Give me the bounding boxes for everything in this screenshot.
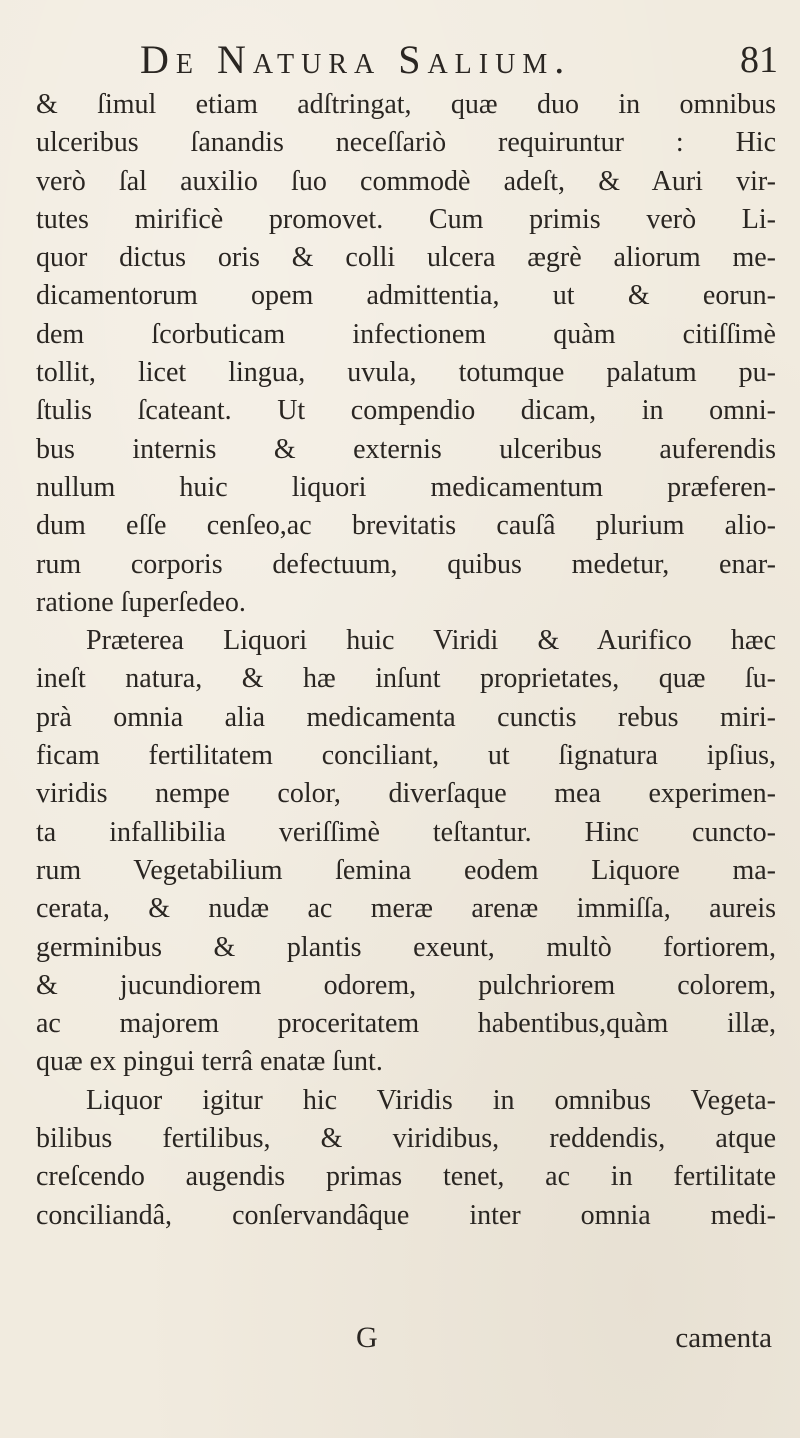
text-line: ac majorem proceritatem habentibus,quàm illæ, <box>36 1008 776 1040</box>
text-line: cerata, & nudæ ac meræ arenæ immiſſa, aureis <box>36 893 776 925</box>
text-line: quæ ex pingui terrâ enatæ ſunt. <box>36 1046 383 1078</box>
text-line: conciliandâ, conſervandâque inter omnia medi- <box>36 1199 776 1231</box>
signature-mark: G <box>356 1321 378 1354</box>
text-line: viridis nempe color, diverſaque mea experimen- <box>36 778 776 810</box>
text-line: ulceribus ſanandis neceſſariò requiruntur : Hic <box>36 127 776 159</box>
text-line: ta infallibilia veriſſimè teſtantur. Hinc cuncto- <box>36 816 776 848</box>
text-line: verò ſal auxilio ſuo commodè adeſt, & Auri vir- <box>36 165 776 197</box>
text-line: bus internis & externis ulceribus auferendis <box>36 433 776 465</box>
text-line: ratione ſuperſedeo. <box>36 586 246 618</box>
text-line: creſcendo augendis primas tenet, ac in fertilitate <box>36 1161 776 1193</box>
text-line: germinibus & plantis exeunt, multò fortiorem, <box>36 931 776 963</box>
text-line: Præterea Liquori huic Viridi & Aurifico hæc <box>86 625 776 657</box>
text-line: bilibus fertilibus, & viridibus, reddendis, atque <box>36 1123 776 1155</box>
text-line: & jucundiorem odorem, pulchriorem colorem, <box>36 969 776 1001</box>
page-header <box>140 38 780 82</box>
text-line: dicamentorum opem admittentia, ut & eorun- <box>36 280 776 312</box>
text-line: & ſimul etiam adſtringat, quæ duo in omnibus <box>36 89 776 120</box>
text-line: ficam fertilitatem conciliant, ut ſignatura ipſius, <box>36 740 776 772</box>
text-line: ſtulis ſcateant. Ut compendio dicam, in omni- <box>36 395 776 427</box>
text-line: nullum huic liquori medicamentum præferen- <box>36 471 776 503</box>
text-line: dem ſcorbuticam infectionem quàm citiſſimè <box>36 318 776 350</box>
body-text <box>36 86 776 1235</box>
page-number: 81 <box>740 39 778 81</box>
text-line: tutes mirificè promovet. Cum primis verò Li- <box>36 203 776 235</box>
text-line: dum eſſe cenſeo,ac brevitatis cauſâ plurium alio- <box>36 510 776 542</box>
text-line: rum corporis defectuum, quibus medetur, enar- <box>36 548 776 580</box>
text-line: rum Vegetabilium ſemina eodem Liquore ma- <box>36 854 776 886</box>
text-line: prà omnia alia medicamenta cunctis rebus miri- <box>36 701 776 733</box>
text-line: ineſt natura, & hæ inſunt proprietates, quæ ſu- <box>36 663 776 695</box>
page-footer <box>36 1318 776 1358</box>
running-head: De Natura Salium. <box>140 37 572 82</box>
text-line: quor dictus oris & colli ulcera ægrè aliorum me- <box>36 242 776 274</box>
catchword: camenta <box>675 1322 772 1354</box>
text-line: Liquor igitur hic Viridis in omnibus Vegeta- <box>86 1084 776 1116</box>
text-line: tollit, licet lingua, uvula, totumque palatum pu- <box>36 357 776 389</box>
